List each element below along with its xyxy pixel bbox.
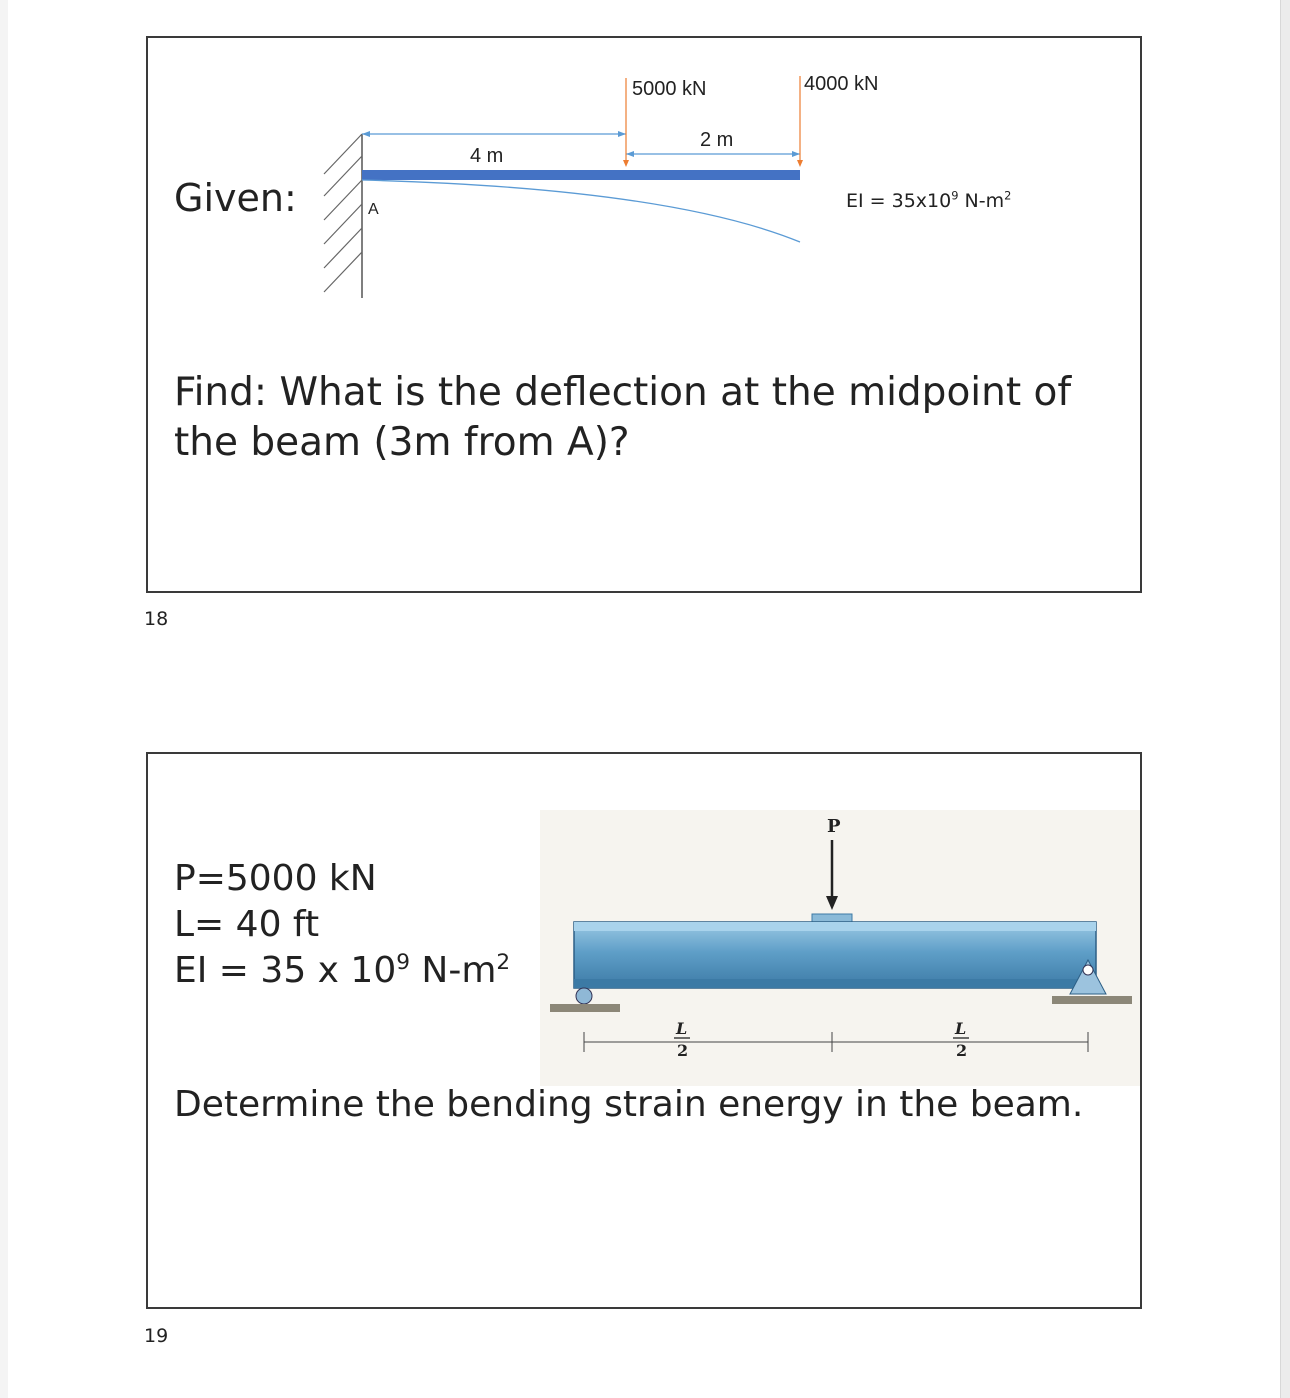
length-parameter: L= 40 ft [174,904,320,945]
slide-19 [146,752,1142,1309]
half-span-left-denominator: 2 [677,1041,689,1060]
dim-arrow-right-2 [792,151,800,157]
load-label-4000: 4000 kN [804,73,879,95]
left-ground [550,1004,620,1012]
determine-question: Determine the bending strain energy in the beam. [174,1084,1084,1125]
beam-bottom-flange [574,979,1096,988]
load-arrowhead-5000 [623,160,629,167]
steel-i-beam [574,922,1096,988]
half-span-right-denominator: 2 [956,1041,968,1060]
dim-arrow-left [362,131,370,137]
roller-support [576,988,592,1004]
support-label-a: A [368,201,379,218]
dimension-label-2m: 2 m [700,129,734,151]
find-question: Find: What is the deflection at the midpoint of the beam (3m from A)? [174,370,1072,465]
load-parameter: P=5000 kN [174,858,377,899]
rigidity-parameter: EI = 35 x $10^9$ $N-m^2$ [174,950,511,991]
simply-supported-beam-figure [540,810,1140,1086]
dimension-label-4m: 4 m [470,145,504,167]
slide-18 [146,36,1142,593]
right-ground [1052,996,1132,1004]
load-label-5000: 5000 kN [632,78,707,100]
flexural-rigidity: EI = $35x10^9$ $N-m^2$ [846,188,1012,212]
slide-number-18: 18 [144,608,169,630]
dim-arrow-left-2 [626,151,634,157]
page-left-edge [0,0,8,1398]
figure-load-label: P [827,816,841,837]
load-arrowhead-4000 [797,160,803,167]
page-right-scrollbar[interactable] [1280,0,1290,1398]
dim-arrow-right [618,131,626,137]
cantilever-beam [362,170,800,180]
beam-top-flange [574,922,1096,931]
cantilever-diagram [148,38,1140,591]
given-label: Given: [174,176,297,220]
deflection-curve [362,180,800,242]
half-span-left-numerator: L [676,1019,688,1038]
half-span-right-numerator: L [955,1019,967,1038]
slide-number-19: 19 [144,1325,169,1347]
wall-hatching [324,134,362,292]
